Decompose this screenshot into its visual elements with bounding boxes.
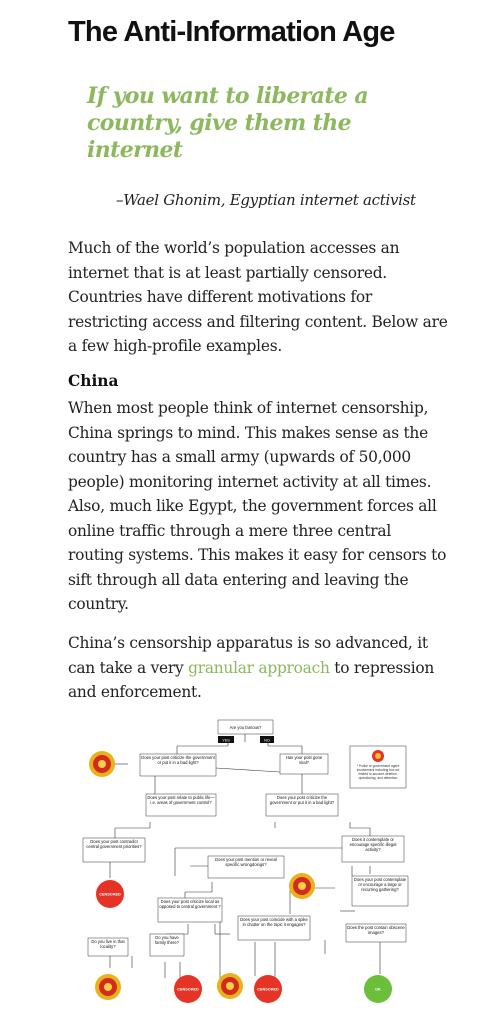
censorship-flowchart — [80, 716, 410, 1016]
node-famous: Are you famous? — [229, 725, 262, 730]
node-public-life: Does your post relate to public life—i.e. areas of government control? — [147, 795, 215, 805]
intro-paragraph: Much of the world’s population accesses an internet that is at least partially censored. Countries have different motivations for restricting access and filtering content. Below are a few high-profile examples. — [68, 239, 448, 355]
node-criticize-gov: Does your post criticize the government or put it in a bad light? — [141, 755, 215, 765]
node-criticize-gov-2: Does your post criticize the government or put it in a bad light? — [269, 795, 335, 805]
police-emblem-icon — [95, 974, 121, 1000]
censored-label: CENSORED — [177, 987, 199, 992]
ok-label: OK — [375, 987, 381, 992]
apparatus-paragraph — [68, 631, 448, 705]
apparatus-text: China’s censorship apparatus is so advanced, it can take a very — [68, 634, 428, 677]
apparatus-text-end: to repression and enforcement. — [68, 658, 435, 701]
node-contradict: Does your post contradict central government priorities? — [86, 839, 142, 849]
node-illegal: Does it contemplate or encourage specific illegal activity? — [349, 837, 397, 852]
no-label: NO — [264, 738, 270, 743]
yes-label: YES — [222, 738, 230, 743]
censored-label: CENSORED — [99, 892, 121, 897]
node-spike: Does your post coincide with a spike in chatter on the topic it engages? — [240, 917, 308, 927]
china-paragraph: When most people think of internet censorship, China springs to mind. This makes sense as the country has a small army (upwards of 50,000 people) monitoring internet activity at all times. Also, much like Egypt, the government forces all online traffic through a mere three central routing systems. This makes it easy for censors to sift through all data entering and leaving the country. — [68, 399, 447, 613]
granular-approach-link[interactable]: granular approach — [188, 658, 330, 677]
quote-attribution: –Wael Ghonim, Egyptian internet activist — [116, 191, 416, 209]
node-obscene: Does the post contain obscene images? — [347, 925, 405, 935]
pull-quote: If you want to liberate a country, give them the internet — [87, 83, 369, 163]
node-gathering: Does your post contemplate or encourage a large or recurring gathering? — [353, 877, 407, 892]
node-wrongdoings: Does your post mention or reveal specific wrongdoings? — [215, 857, 277, 867]
censored-label: CENSORED — [257, 987, 279, 992]
node-viral: Has your post gone viral? — [285, 755, 323, 765]
police-emblem-icon — [89, 751, 115, 777]
legend-note: * Police or government agent involvement including but not limited to account deletion, questioning, and detention — [356, 764, 400, 780]
police-emblem-icon — [217, 973, 243, 999]
node-local: Does your post criticize local as opposed to central government ? — [159, 899, 221, 909]
node-live-locality: Do you live in that locality? — [91, 939, 125, 949]
police-emblem-icon — [289, 873, 315, 899]
page-title: The Anti-Information Age — [68, 16, 395, 48]
node-family: Do you have family there? — [155, 935, 179, 945]
section-heading-china: China — [68, 372, 119, 390]
